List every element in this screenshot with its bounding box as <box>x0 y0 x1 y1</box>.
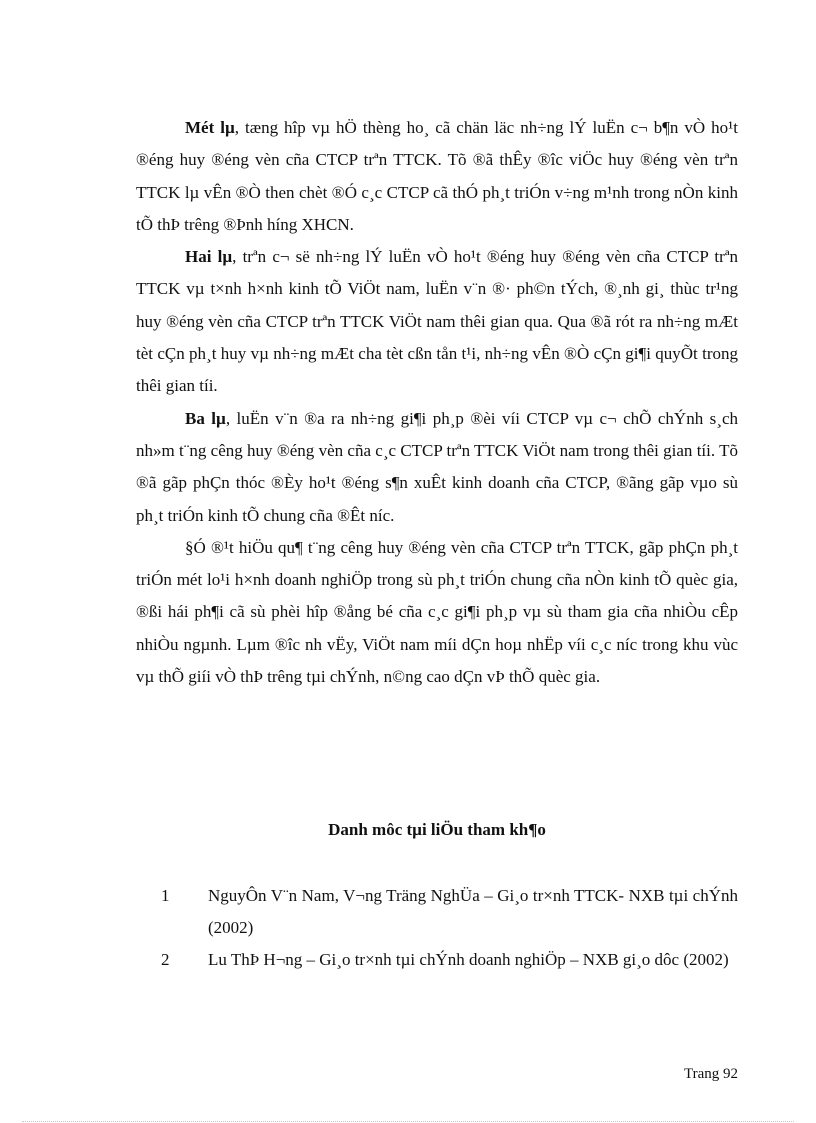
paragraph-3-lead: Ba lµ <box>185 408 226 428</box>
paragraph-2-text: , trªn c¬ së nh÷ng lÝ luËn vÒ ho¹t ®éng huy ®éng vèn cña CTCP trªn TTCK vµ t×nh h×nh kinh tÕ ViÖt nam, luËn v¨n ®· ph©n tÝch, ®¸nh gi¸ thùc tr¹ng huy ®éng vèn cña CTCP trªn TTCK ViÖt nam thêi gian qua. Qua ®ã rót ra nh÷ng mÆt tèt cÇn ph¸t huy vµ nh÷ng mÆt cha tèt cßn tån t¹i, nh÷ng vÊn ®Ò cÇn gi¶i quyÕt trong thêi gian tíi. <box>136 247 739 396</box>
paragraph-3 <box>136 403 738 532</box>
page-number-label: Trang 92 <box>683 1066 738 1082</box>
reference-text: NguyÔn V¨n Nam, V¬ng Träng NghÜa – Gi¸o tr×nh TTCK- NXB tµi chÝnh (2002) <box>208 886 738 937</box>
reference-number: 2 <box>161 950 170 969</box>
paragraph-1-lead: Mét lµ <box>185 118 235 137</box>
paragraph-3-text: , luËn v¨n ®a ra nh÷ng gi¶i ph¸p ®èi víi CTCP vµ c¬ chÕ chÝnh s¸ch nh»m t¨ng cêng huy ®éng vèn cña c¸c CTCP trªn TTCK ViÖt nam trong thêi gian tíi. Tõ ®ã gãp phÇn thóc ®Èy ho¹t ®éng s¶n xuÊt kinh doanh cña CTCP, ®ãng gãp vµo sù ph¸t triÓn kinh tÕ chung cña ®Êt níc. <box>136 408 738 525</box>
reference-item <box>136 880 738 944</box>
reference-item <box>136 944 738 976</box>
references-list <box>136 880 738 976</box>
reference-text: Lu ThÞ H¬ng – Gi¸o tr×nh tµi chÝnh doanh nghiÖp – NXB gi¸o dôc (2002) <box>208 950 729 969</box>
paragraph-2 <box>136 241 738 402</box>
paragraph-1 <box>136 112 738 241</box>
paragraph-4-text: §Ó ®¹t hiÖu qu¶ t¨ng cêng huy ®éng vèn cña CTCP trªn TTCK, gãp phÇn ph¸t triÓn mét lo¹i h×nh doanh nghiÖp trong sù ph¸t triÓn chung cña nÒn kinh tÕ quèc gia, ®ßi hái ph¶i cã sù phèi hîp ®ång bé cña c¸c gi¶i ph¸p vµ sù tham gia cña nhiÒu cÊp nhiÒu ngµnh. Lµm ®îc nh vËy, ViÖt nam míi dÇn hoµ nhËp víi c¸c níc trong khu vùc vµ thÕ giíi vÒ thÞ trêng tµi chÝnh, n©ng cao dÇn vÞ thÕ quèc gia. <box>136 537 738 687</box>
references-title: Danh môc tµi liÖu tham kh¶o <box>328 820 546 839</box>
paragraph-1-text: , tæng hîp vµ hÖ thèng ho¸ cã chän läc nh÷ng lÝ luËn c¬ b¶n vÒ ho¹t ®éng huy ®éng vèn cña CTCP trªn TTCK. Tõ ®ã thÊy ®îc viÖc huy ®éng vèn trªn TTCK lµ vÊn ®Ò then chèt ®Ó c¸c CTCP cã thÓ ph¸t triÓn v÷ng m¹nh trong nÒn kinh tÕ thÞ trêng ®Þnh híng XHCN. <box>136 118 738 234</box>
reference-number: 1 <box>161 886 170 905</box>
footer-divider <box>22 1121 794 1122</box>
paragraph-4 <box>136 532 738 693</box>
body-text <box>136 112 738 693</box>
paragraph-2-lead: Hai lµ <box>185 247 233 267</box>
